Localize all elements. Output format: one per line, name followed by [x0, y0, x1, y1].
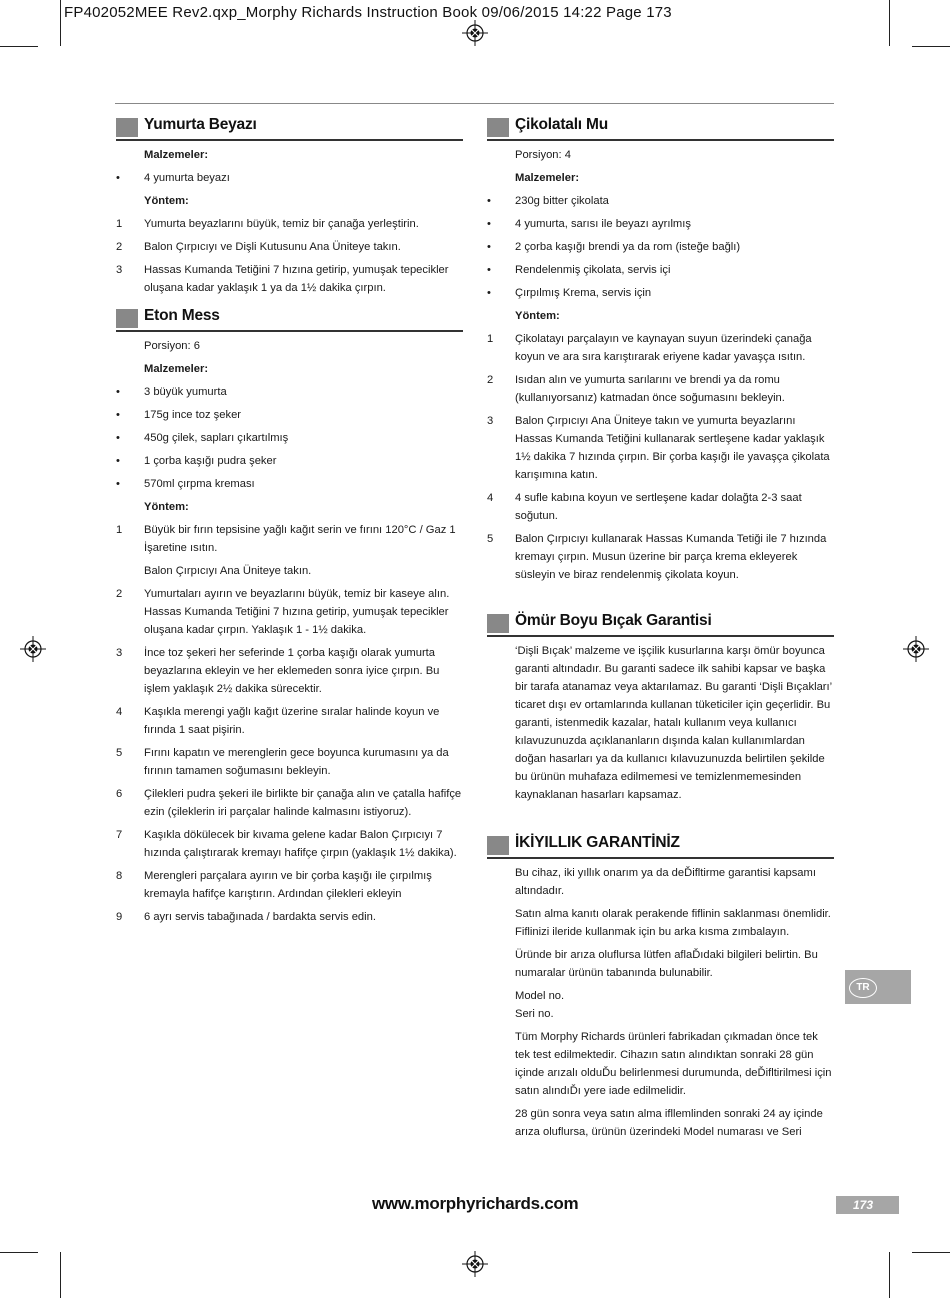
section-title: Ömür Boyu Bıçak Garantisi: [515, 612, 712, 629]
guarantee-paragraph: Satın alma kanıtı olarak perakende fiflinin saklanması önemlidir. Fiflinizi ileride kullanmak için bu arka kısma zımbalayın.: [515, 908, 831, 938]
section-header-cikolatali-mu: [487, 116, 834, 138]
guarantee-paragraph: 28 gün sonra veya satın alma ifllemlinden sonraki 24 ay içinde arıza oluflursa, ürünün üzerindeki Model numarası ve Seri: [515, 1108, 823, 1138]
language-tab: [845, 970, 911, 1004]
crop-mark: [60, 0, 61, 46]
method-step: 3 Hassas Kumanda Tetiğini 7 hızına getirip, yumuşak tepecikler oluşana kadar yaklaşık 1 ya da 1½ dakika çırpın.: [116, 264, 449, 294]
method-step: 2 Isıdan alın ve yumurta sarılarını ve brendi ya da romu (kullanıyorsanız) katmadan önce soğumasını bekleyin.: [487, 374, 785, 404]
crop-mark: [889, 1252, 890, 1298]
ingredient-item: • 450g çilek, sapları çıkartılmış: [116, 432, 289, 444]
crop-mark: [912, 46, 950, 47]
method-step: 1 Büyük bir fırın tepsisine yağlı kağıt serin ve fırını 120°C / Gaz 1 İşaretine ısıtın.: [116, 524, 456, 554]
crop-mark: [912, 1252, 950, 1253]
top-rule: [115, 103, 834, 104]
ingredient-item: • 175g ince toz şeker: [116, 409, 242, 421]
section-header-iki-yillik-garantiniz: [487, 834, 834, 856]
ingredients-label: Malzemeler:: [144, 149, 209, 161]
section-underline: [116, 139, 463, 141]
ingredient-item: • Rendelenmiş çikolata, servis içi: [487, 264, 671, 276]
ingredient-item: • 570ml çırpma kreması: [116, 478, 255, 490]
method-step: Balon Çırpıcıyı Ana Üniteye takın.: [144, 565, 312, 577]
section-marker: [116, 309, 138, 328]
crop-mark: [889, 0, 890, 46]
section-marker: [487, 614, 509, 633]
section-header-yumurta-beyazi: [116, 116, 463, 138]
language-tab-label: TR: [849, 978, 877, 998]
ingredient-item: • 2 çorba kaşığı brendi ya da rom (isteğe bağlı): [487, 241, 741, 253]
crop-mark: [0, 46, 38, 47]
registration-mark-icon: [462, 20, 488, 46]
method-step: 4 Kaşıkla merengi yağlı kağıt üzerine sıralar halinde koyun ve fırında 1 saat pişirin.: [116, 706, 440, 736]
section-underline: [487, 857, 834, 859]
method-step: 5 Fırını kapatın ve merenglerin gece boyunca kurumasını ya da fırının tamamen soğumasını bekleyin.: [116, 747, 449, 777]
warranty-body: ‘Dişli Bıçak’ malzeme ve işçilik kusurlarına karşı ömür boyunca garanti altındadır. Bu garanti sadece ilk sahibi kapsar ve başka bir tarafa atanamaz veya aktarılamaz. Bu garanti ‘Dişli Bıçakları’ ticaret dışı ev ortamlarında kullanan tüketiciler için geçerlidir. Bu garanti, istenmedik kazalar, hatalı kullanım veya kullanıcı kılavuzunuzda açıklananların dışında kalan kullanımlardan doğan hasarları ya da kullanıcı kılavuzunuzda belirtilen şekilde bu ürünün muhafaza edilmemesi ve temizlenmemesinden kaynaklanan hasarları kapsamaz.: [515, 645, 832, 801]
crop-mark: [60, 1252, 61, 1298]
serial-no-field: Seri no.: [515, 1008, 554, 1020]
ingredient-item: • 230g bitter çikolata: [487, 195, 609, 207]
method-label: Yöntem:: [515, 310, 560, 322]
ingredient-item: • 1 çorba kaşığı pudra şeker: [116, 455, 277, 467]
section-header-eton-mess: [116, 307, 463, 329]
method-label: Yöntem:: [144, 195, 189, 207]
section-marker: [116, 118, 138, 137]
section-marker: [487, 836, 509, 855]
guarantee-paragraph: Bu cihaz, iki yıllık onarım ya da deĎifltirme garantisi kapsamı altındadır.: [515, 867, 816, 897]
section-underline: [116, 330, 463, 332]
website-url[interactable]: www.morphyrichards.com: [372, 1194, 579, 1213]
guarantee-paragraph: Tüm Morphy Richards ürünleri fabrikadan çıkmadan önce tek tek test edilmektedir. Cihazın satın alındıktan sonraki 28 gün içinde arızalı olduĎu belirlenmesi durumunda, deĎifltirilmesi için satın alındıĎı yere iade edilmelidir.: [515, 1031, 832, 1097]
serving-size: Porsiyon: 4: [515, 149, 571, 161]
method-step: 8 Merengleri parçalara ayırın ve bir çorba kaşığı ile çırpılmış kremayla hafifçe karıştırın. Ardından çilekleri ekleyin: [116, 870, 432, 900]
section-title: Eton Mess: [144, 307, 220, 324]
crop-mark: [0, 1252, 38, 1253]
ingredients-label: Malzemeler:: [515, 172, 580, 184]
method-step: 6 Çilekleri pudra şekeri ile birlikte bir çanağa alın ve çatalla hafifçe ezin (çileklerin iri parçalar halinde kalmasını istiyoruz).: [116, 788, 462, 818]
method-step: 9 6 ayrı servis tabağınada / bardakta servis edin.: [116, 911, 376, 923]
ingredients-label: Malzemeler:: [144, 363, 209, 375]
ingredient-item: • 4 yumurta, sarısı ile beyazı ayrılmış: [487, 218, 691, 230]
method-step: 5 Balon Çırpıcıyı kullanarak Hassas Kumanda Tetiği ile 7 hızında kremayı çırpın. Musun üzerine bir parça krema ekleyerek süsleyin ve biraz rendelenmiş çikolata koyun.: [487, 533, 827, 581]
ingredient-item: • 3 büyük yumurta: [116, 386, 227, 398]
section-underline: [487, 635, 834, 637]
section-marker: [487, 118, 509, 137]
section-title: Çikolatalı Mu: [515, 116, 608, 133]
model-no-field: Model no.: [515, 990, 565, 1002]
left-column: [116, 116, 463, 931]
section-header-omur-boyu-bicak-garantisi: [487, 612, 834, 634]
section-title: İKİYILLIK GARANTİNİZ: [515, 834, 680, 851]
method-step: 3 İnce toz şekeri her seferinde 1 çorba kaşığı olarak yumurta beyazlarına ekleyin ve her eklemeden sonra iyice çırpın. Bu işlem yaklaşık 2½ dakika sürecektir.: [116, 647, 440, 695]
registration-mark-icon: [903, 636, 929, 662]
section-title: Yumurta Beyazı: [144, 116, 257, 133]
method-label: Yöntem:: [144, 501, 189, 513]
method-step: 2 Yumurtaları ayırın ve beyazlarını büyük, temiz bir kaseye alın. Hassas Kumanda Tetiğini 7 hızına getirip, yumuşak tepecikler oluşana kadar çırpın. Yaklaşık 1 - 1½ dakika.: [116, 588, 450, 636]
method-step: 1 Çikolatayı parçalayın ve kaynayan suyun üzerindeki çanağa koyun ve ara sıra karıştırarak eriyene kadar yavaşça ısıtın.: [487, 333, 812, 363]
registration-mark-icon: [20, 636, 46, 662]
page-number-box: [836, 1196, 899, 1214]
ingredient-item: • 4 yumurta beyazı: [116, 172, 230, 184]
page-number: 173: [852, 1198, 873, 1212]
right-column: [487, 116, 834, 1146]
method-step: 4 4 sufle kabına koyun ve sertleşene kadar dolağta 2-3 saat soğutun.: [487, 492, 802, 522]
method-step: 7 Kaşıkla dökülecek bir kıvama gelene kadar Balon Çırpıcıyı 7 hızında çalıştırarak kremayı hafifçe çırpın (yaklaşık 1½ dakika).: [116, 829, 457, 859]
registration-mark-icon: [462, 1251, 488, 1277]
method-step: 1 Yumurta beyazlarını büyük, temiz bir çanağa yerleştirin.: [116, 218, 419, 230]
printer-slug-header: FP402052MEE Rev2.qxp_Morphy Richards Instruction Book 09/06/2015 14:22 Page 173: [64, 4, 672, 21]
serving-size: Porsiyon: 6: [144, 340, 200, 352]
guarantee-paragraph: Üründe bir arıza oluflursa lütfen aflaĎıdaki bilgileri belirtin. Bu numaralar ürünün tabanında bulunabilir.: [515, 949, 818, 979]
ingredient-item: • Çırpılmış Krema, servis için: [487, 287, 652, 299]
section-underline: [487, 139, 834, 141]
method-step: 3 Balon Çırpıcıyı Ana Üniteye takın ve yumurta beyazlarını Hassas Kumanda Tetiğini kullanarak sertleşene kadar yaklaşık 1½ dakika 7 hızında çırpın. Bir çorba kaşığı ile yavaşça çikolata karışımına katın.: [487, 415, 830, 481]
method-step: 2 Balon Çırpıcıyı ve Dişli Kutusunu Ana Üniteye takın.: [116, 241, 401, 253]
